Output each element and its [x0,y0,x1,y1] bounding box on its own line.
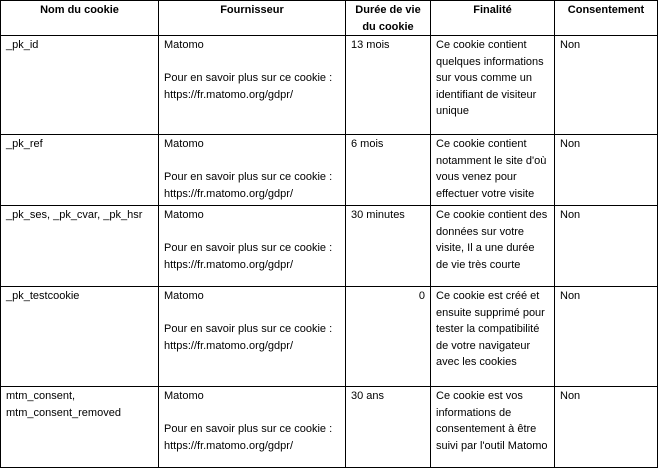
cell-purpose: Ce cookie contient des données sur votre visite, Il a une durée de vie très courte [431,206,555,287]
cell-consent: Non [555,36,658,135]
cell-purpose: Ce cookie est créé et ensuite supprimé pour tester la compatibilité de votre navigateur avec les cookies [431,287,555,387]
cell-consent: Non [555,135,658,206]
cell-consent: Non [555,287,658,387]
provider-info: Pour en savoir plus sur ce cookie : https://fr.matomo.org/gdpr/ [164,242,333,271]
cell-purpose: Ce cookie est vos informations de consentement à être suivi par l'outil Matomo [431,387,555,468]
cell-cookie-name: _pk_ref [1,135,159,206]
provider-name: Matomo [164,290,204,302]
table-row [1,206,658,287]
cell-lifetime: 30 ans [346,387,431,468]
header-consent: Consentement [555,1,658,36]
cell-provider [159,206,346,287]
cell-cookie-name: mtm_consent, mtm_consent_removed [1,387,159,468]
provider-info: Pour en savoir plus sur ce cookie : https://fr.matomo.org/gdpr/ [164,323,333,352]
cell-lifetime: 30 minutes [346,206,431,287]
cell-purpose: Ce cookie contient notamment le site d'où vous venez pour effectuer votre visite [431,135,555,206]
cell-consent: Non [555,387,658,468]
provider-name: Matomo [164,39,204,51]
cell-purpose: Ce cookie contient quelques informations sur vous comme un identifiant de visiteur unique [431,36,555,135]
cell-cookie-name: _pk_ses, _pk_cvar, _pk_hsr [1,206,159,287]
header-purpose: Finalité [431,1,555,36]
provider-info: Pour en savoir plus sur ce cookie : https://fr.matomo.org/gdpr/ [164,72,333,101]
provider-info: Pour en savoir plus sur ce cookie : https://fr.matomo.org/gdpr/ [164,423,333,452]
cell-provider [159,287,346,387]
cell-cookie-name: _pk_testcookie [1,287,159,387]
header-lifetime: Durée de vie du cookie [346,1,431,36]
table-row [1,135,658,206]
cell-cookie-name: _pk_id [1,36,159,135]
provider-name: Matomo [164,138,204,150]
cell-provider [159,36,346,135]
table-row [1,287,658,387]
table-row [1,387,658,468]
cell-lifetime: 6 mois [346,135,431,206]
provider-name: Matomo [164,209,204,221]
table-header-row [1,1,658,36]
cell-lifetime: 13 mois [346,36,431,135]
cell-consent: Non [555,206,658,287]
header-provider: Fournisseur [159,1,346,36]
header-cookie-name: Nom du cookie [1,1,159,36]
cell-provider [159,135,346,206]
provider-info: Pour en savoir plus sur ce cookie : https://fr.matomo.org/gdpr/ [164,171,333,200]
table-row [1,36,658,135]
cell-lifetime: 0 [346,287,431,387]
cell-provider [159,387,346,468]
provider-name: Matomo [164,390,204,402]
